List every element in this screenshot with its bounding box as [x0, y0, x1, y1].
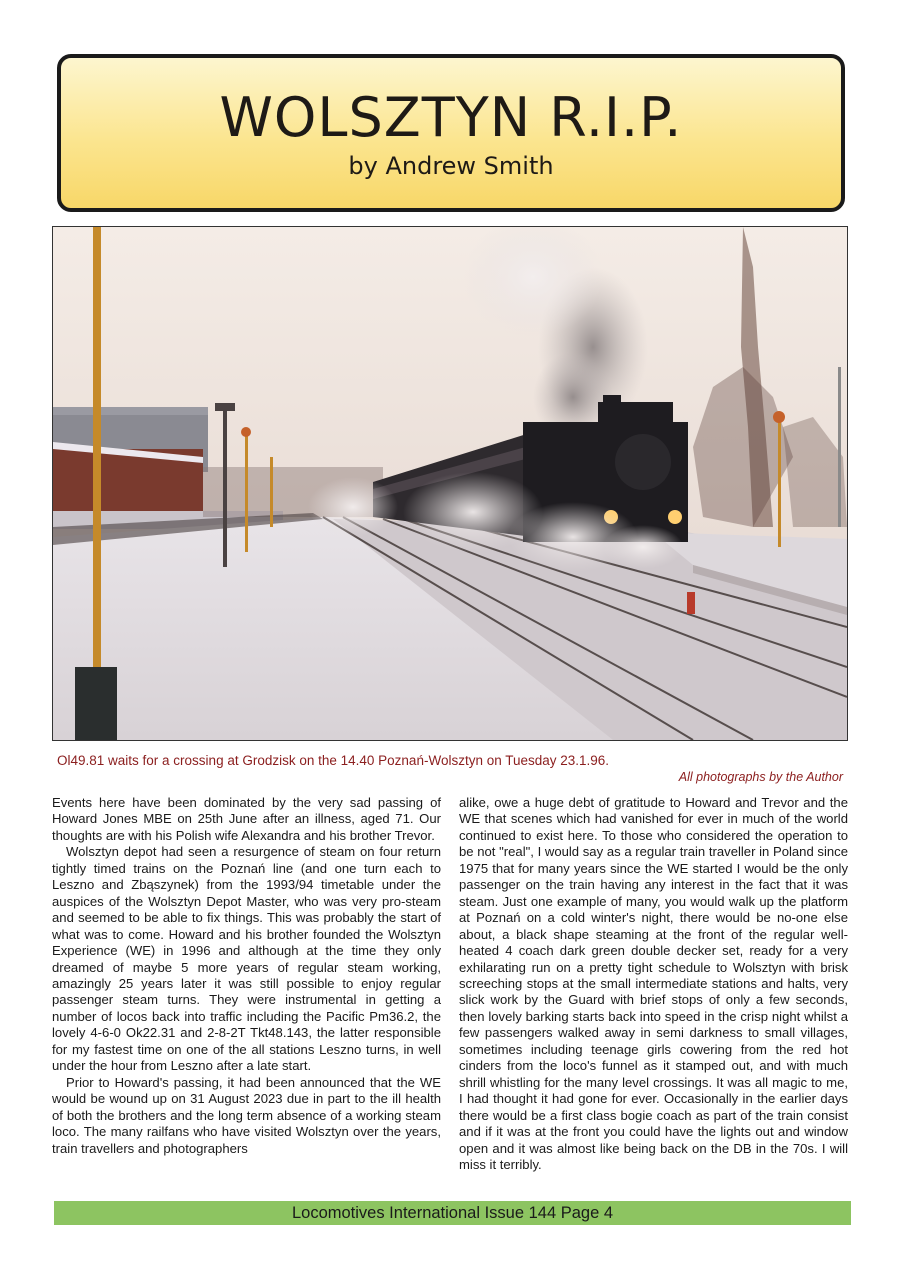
photo-credit: All photographs by the Author	[678, 770, 843, 784]
paragraph: Prior to Howard's passing, it had been announced that the WE would be wound up on 31 August 2023 due in part to the ill health of both the brothers and the long term absence of a working steam loco. The many railfans who have visited Wolsztyn over the years, train travellers and photographers	[52, 1074, 441, 1156]
steam-train-photo	[52, 226, 848, 741]
article-column-left	[52, 795, 441, 1157]
article-column-right	[459, 795, 848, 1173]
paragraph: Events here have been dominated by the very sad passing of Howard Jones MBE on 25th June after an illness, aged 71. Our thoughts are with his Polish wife Alexandra and his brother Trevor.	[52, 795, 441, 843]
paragraph: alike, owe a huge debt of gratitude to Howard and Trevor and the WE that scenes which had vanished for ever in much of the world continued to exist here. To those who considered the operation to be not "real", I would say as a regular train traveller in Poland since 1975 that for many years since the WE started I would be the only passenger on the train having any interest in the fact that it was steam. Just one example of many, you would walk up the platform at Poznań on a cold winter's night, there would be no-one else about, a black shape steaming at the front of the regular well-heated 4 coach dark green double decker set, ready for a very exhilarating run on a pretty tight schedule to Wolsztyn with brisk screeching stops at the small intermediate stations and halts, very slick work by the Guard with brief stops of only a few seconds, then lovely barking starts back into speed in the crisp night whilst a few passengers walked away in semi darkness to small villages, sometimes including teenage girls cowering from the red hot cinders from the loco's funnel as it stamped out, and with much shrill whistling for the many level crossings. It was all magic to me, I had thought it had gone for ever. Occasionally in the earlier days there would be a first class bogie coach as part of the train consist and if it was at the front you could have the lights out and window open and it was almost like being back on the DB in the 70s. I will miss it terribly.	[459, 795, 848, 1172]
title-banner	[57, 54, 845, 212]
paragraph: Wolsztyn depot had seen a resurgence of steam on four return tightly timed trains on the Poznań line (and one turn each to Leszno and Zbąszynek) from the 1993/94 timetable under the auspices of the Wolsztyn Depot Master, who was very pro-steam and seemed to be able to fix things. This was probably the start of what was to come. Howard and his brother founded the Wolsztyn Experience (WE) in 1996 and although at the time they only dreamed of maybe 5 more years of regular steam working, amazingly 25 years later it was still possible to enjoy regular passenger steam turns. They were instrumental in getting a number of locos back into traffic including the Pacific Pm36.2, the lovely 4-6-0 Ok22.31 and 2-8-2T Tkt48.143, the latter responsible for my fastest time on one of the all stations Leszno turns, in well under the hour from Leszno after a late start.	[52, 844, 441, 1074]
page-footer: Locomotives International Issue 144 Page 4	[54, 1201, 851, 1225]
article-byline: by Andrew Smith	[348, 152, 554, 180]
photo-caption: Ol49.81 waits for a crossing at Grodzisk on the 14.40 Poznań-Wolsztyn on Tuesday 23.1.96.	[57, 753, 610, 768]
article-title: WOLSZTYN R.I.P.	[219, 86, 683, 149]
